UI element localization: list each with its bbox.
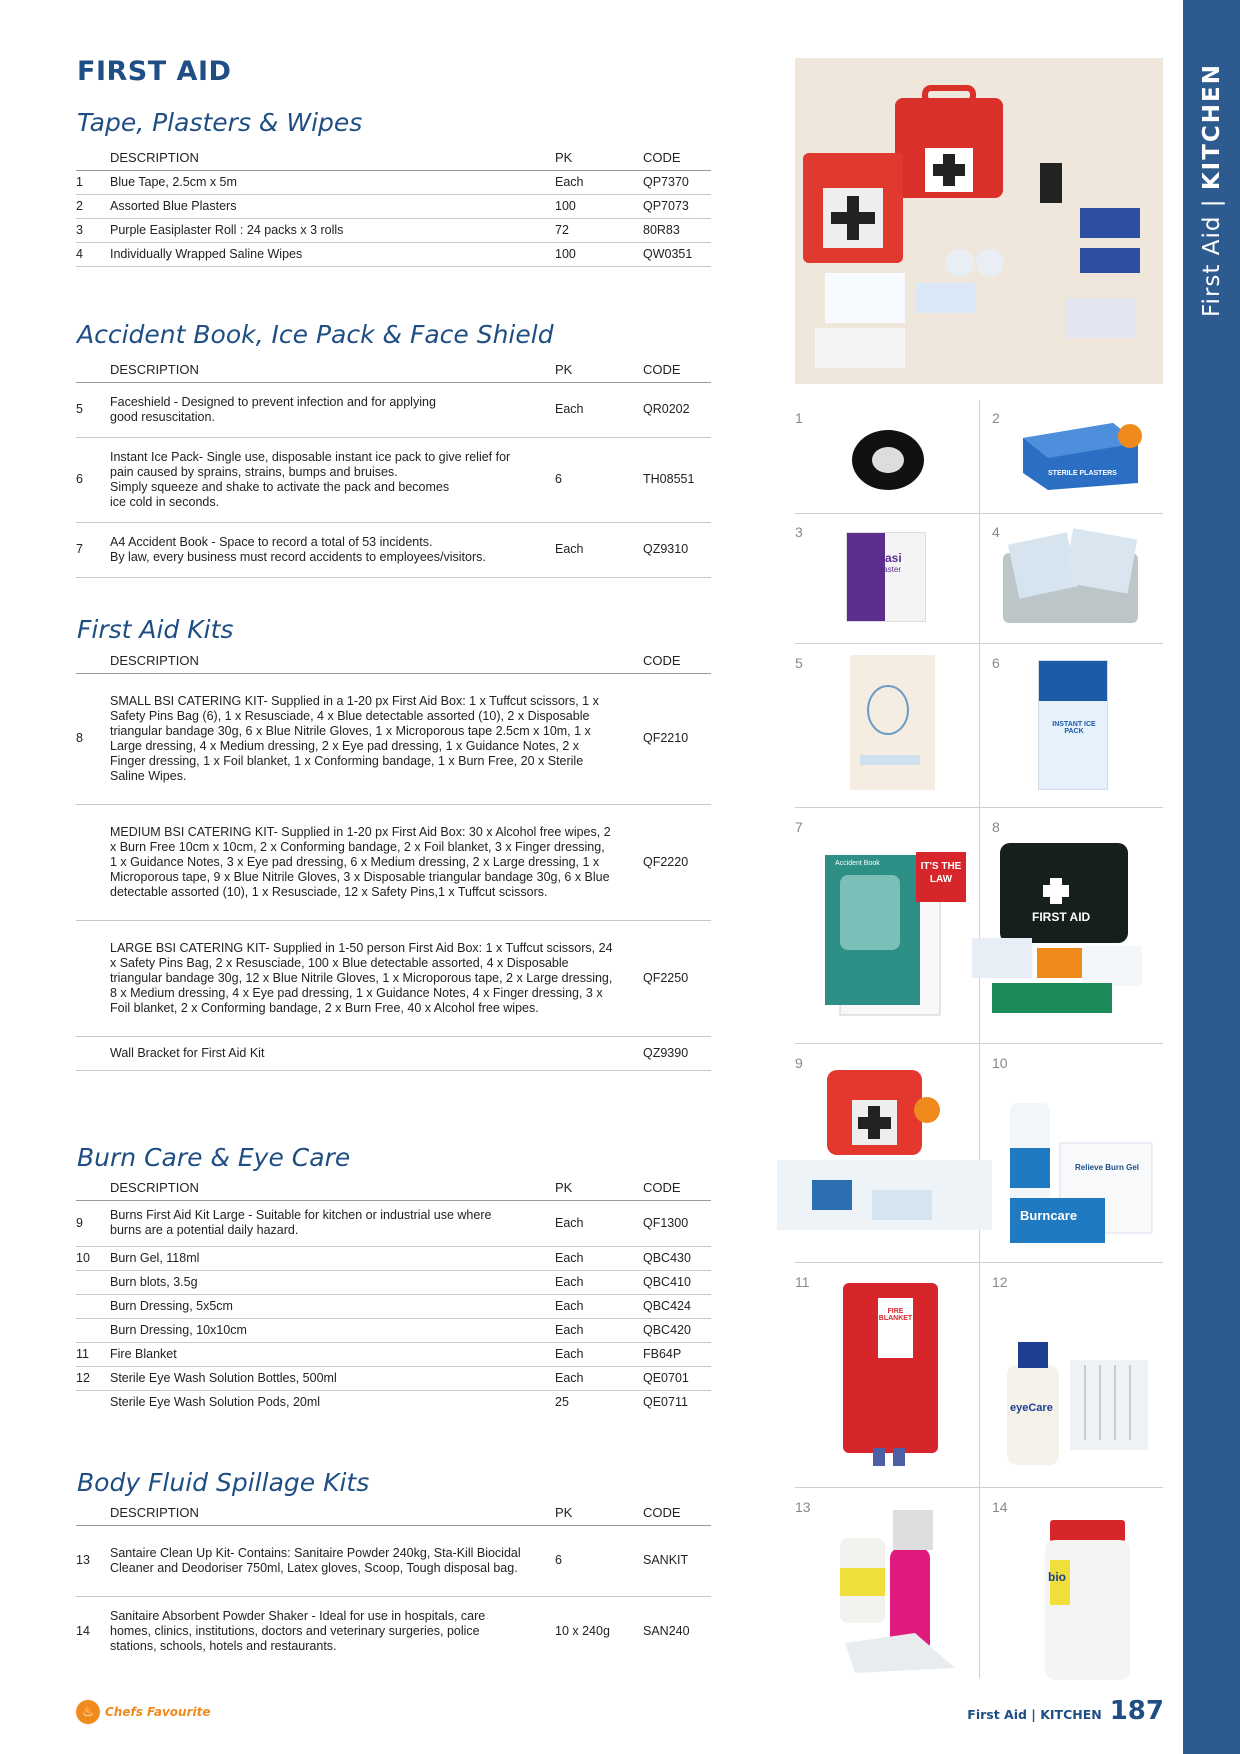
table-row: 8 SMALL BSI CATERING KIT- Supplied in a 1-20 px First Aid Box: 1 x Tuffcut scissors, 1 x Safety Pins Bag (6), 1 x Resusciade, 4 x Blue detectable assorted (10), 2 x Disposable triangular bandage 30g, 6 x Blue Nitrile Gloves, 1 x Microporous tape 2.5cm x 10m, 1 x Large dressing, 4 x Medium dressing, 2 x Eye pad dressing, 1 x Guidance Notes, 2 x Finger dressing, 1 x Foil blanket, 1 x Conforming bandage, 1 x Burn Free, 20 x Sterile Saline Wipes. QF2210 (76, 673, 711, 804)
table-row: 7 A4 Accident Book - Space to record a total of 53 incidents. By law, every business must record accidents to employees/visitors. Each QZ9310 (76, 522, 711, 577)
photo-number: 11 (795, 1274, 810, 1290)
product-photo-fire-blanket: FIRE BLANKET (838, 1278, 943, 1468)
footer-page-info (967, 1696, 1164, 1726)
photo-number: 7 (795, 819, 803, 835)
product-photo-easiplaster: Easi plaster (846, 532, 926, 622)
product-photo-plasters: STERILE PLASTERS (1018, 418, 1143, 493)
photo-number: 8 (992, 819, 1000, 835)
section-title-accident: Accident Book, Ice Pack & Face Shield (77, 320, 554, 349)
table-row: Sterile Eye Wash Solution Pods, 20ml 25 QE0711 (110, 1394, 688, 1409)
page-number: 187 (1109, 1696, 1164, 1726)
photo-number: 2 (992, 410, 1000, 426)
section-title-spill: Body Fluid Spillage Kits (77, 1468, 370, 1497)
table-tape (76, 148, 711, 267)
col-pk: PK (555, 148, 643, 170)
page-title: FIRST AID (77, 56, 232, 87)
photo-number: 6 (992, 655, 1000, 671)
product-photo-powder-shaker: bio (1040, 1515, 1135, 1680)
product-photo-icepack: INSTANT ICE PACK (1038, 660, 1108, 790)
product-photo-burns-kit (772, 1060, 997, 1250)
product-photo-first-aid-kit: FIRST AID (962, 838, 1154, 1023)
col-code: CODE (643, 148, 711, 170)
photo-number: 1 (795, 410, 803, 426)
table-row: Wall Bracket for First Aid Kit QZ9390 (76, 1036, 711, 1070)
section-title-kits: First Aid Kits (77, 615, 234, 644)
table-row: LARGE BSI CATERING KIT- Supplied in 1-50 person First Aid Box: 1 x Tuffcut scissors, 24 x Safety Pins Bag, 2 x Resusciade, 100 x Blue detectable assorted, 4 x Disposable triangular bandage 30g, 12 x Blue Nitrile Gloves, 1 x Microporous tape, 2 x Large dressing, 8 x Medium dressing, 4 x Eye pad dressing, 1 x Guidance Notes, 4 x Finger dressing, 3 x Foil blanket, 2 x Conforming bandage, 2 x Burn Free, 40 x Alcohol free wipes. QF2250 (76, 920, 711, 1036)
col-description: DESCRIPTION (110, 1178, 555, 1200)
table-row: 3 Purple Easiplaster Roll : 24 packs x 3 rolls 72 80R83 (76, 218, 711, 242)
photo-number: 3 (795, 524, 803, 540)
table-accident (76, 360, 711, 578)
col-code: CODE (643, 651, 711, 673)
col-code: CODE (643, 1503, 711, 1525)
photo-number: 12 (992, 1274, 1008, 1290)
product-photo-burncare: Burncare Relieve Burn Gel (1005, 1098, 1155, 1248)
table-row: 6 Instant Ice Pack- Single use, disposable instant ice pack to give relief for pain caused by sprains, strains, bumps and bruises. Simply squeeze and shake to activate the pack and becomes ice cold in seconds. 6 TH08551 (76, 437, 711, 522)
col-code: CODE (643, 1178, 711, 1200)
photo-number: 4 (992, 524, 1000, 540)
footer-section: First Aid | KITCHEN (967, 1707, 1102, 1722)
table-row: 9 Burns First Aid Kit Large - Suitable for kitchen or industrial use where burns are a potential daily hazard. Each QF1300 (76, 1200, 711, 1246)
photo-number: 13 (795, 1499, 811, 1515)
section-title-burn: Burn Care & Eye Care (77, 1143, 351, 1172)
photo-number: 9 (795, 1055, 803, 1071)
footer-brand: ♨ Chefs Favourite (76, 1700, 210, 1724)
product-photo-accident-book: IT'S THE LAW Accident Book (820, 850, 968, 1025)
table-row: Burn Dressing, 10x10cm Each QBC420 (76, 1318, 711, 1342)
table-row: 11 Fire Blanket Each FB64P (76, 1342, 711, 1366)
side-tab-label: First Aid | KITCHEN (1199, 63, 1225, 317)
table-row: 13 Santaire Clean Up Kit- Contains: Sanitaire Powder 240kg, Sta-Kill Biocidal Cleaner and Deodoriser 750ml, Latex gloves, Scoop, Tough disposal bag. 6 SANKIT (76, 1525, 711, 1596)
col-pk: PK (555, 1503, 643, 1525)
product-photo-faceshield (850, 655, 935, 790)
col-pk: PK (555, 1178, 643, 1200)
section-title-tape: Tape, Plasters & Wipes (77, 108, 363, 137)
col-description: DESCRIPTION (110, 360, 555, 382)
col-pk: PK (555, 360, 643, 382)
product-photo-eyewash: eyeCare (1005, 1340, 1150, 1470)
table-row: 2 Assorted Blue Plasters 100 QP7073 (76, 194, 711, 218)
table-row: 5 Faceshield - Designed to prevent infection and for applying good resuscitation. Each QR0202 (76, 382, 711, 437)
table-row: 1 Blue Tape, 2.5cm x 5m Each QP7370 (76, 170, 711, 194)
photo-number: 5 (795, 655, 803, 671)
table-spill (76, 1503, 711, 1666)
table-row: MEDIUM BSI CATERING KIT- Supplied in 1-20 px First Aid Box: 30 x Alcohol free wipes, 2 x Burn Free 10cm x 10cm, 2 x Conforming bandage, 2 x Foil blanket, 3 x Finger dressing, 1 x Guidance Notes, 3 x Eye pad dressing, 6 x Medium dressing, 2 x Large dressing, 1 x Microporous tape, 9 x Blue Nitrile Gloves, 3 x Disposable triangular bandage 30g, 6 x Blue detectable assorted (10), 1 x Resusciade, 12 x Safety Pins,1 x Tuffcut scissors. QF2220 (76, 804, 711, 920)
table-row: 12 Sterile Eye Wash Solution Bottles, 500ml Each QE0701 (76, 1366, 711, 1390)
table-burn (76, 1178, 711, 1414)
product-photo-wipes (998, 528, 1143, 628)
table-row: 14 Sanitaire Absorbent Powder Shaker - Ideal for use in hospitals, care homes, clinics, institutions, doctors and veterinary surgeries, police stations, schools, hotels and restaurants. 10 x 240g SAN240 (76, 1608, 690, 1653)
col-code: CODE (643, 360, 711, 382)
col-description: DESCRIPTION (110, 1503, 555, 1525)
table-row: 4 Individually Wrapped Saline Wipes 100 QW0351 (76, 242, 711, 266)
table-kits (76, 651, 711, 1071)
chef-hat-icon: ♨ (76, 1700, 100, 1724)
table-row: 10 Burn Gel, 118ml Each QBC430 (76, 1246, 711, 1270)
table-row: Burn Dressing, 5x5cm Each QBC424 (76, 1294, 711, 1318)
col-description: DESCRIPTION (110, 148, 555, 170)
hero-kit-photo (795, 58, 1163, 384)
product-photo-cleanup-kit (835, 1508, 970, 1678)
product-photo-tape (848, 425, 928, 495)
photo-number: 10 (992, 1055, 1008, 1071)
table-row: Burn blots, 3.5g Each QBC410 (76, 1270, 711, 1294)
col-description: DESCRIPTION (110, 651, 643, 673)
photo-number: 14 (992, 1499, 1008, 1515)
